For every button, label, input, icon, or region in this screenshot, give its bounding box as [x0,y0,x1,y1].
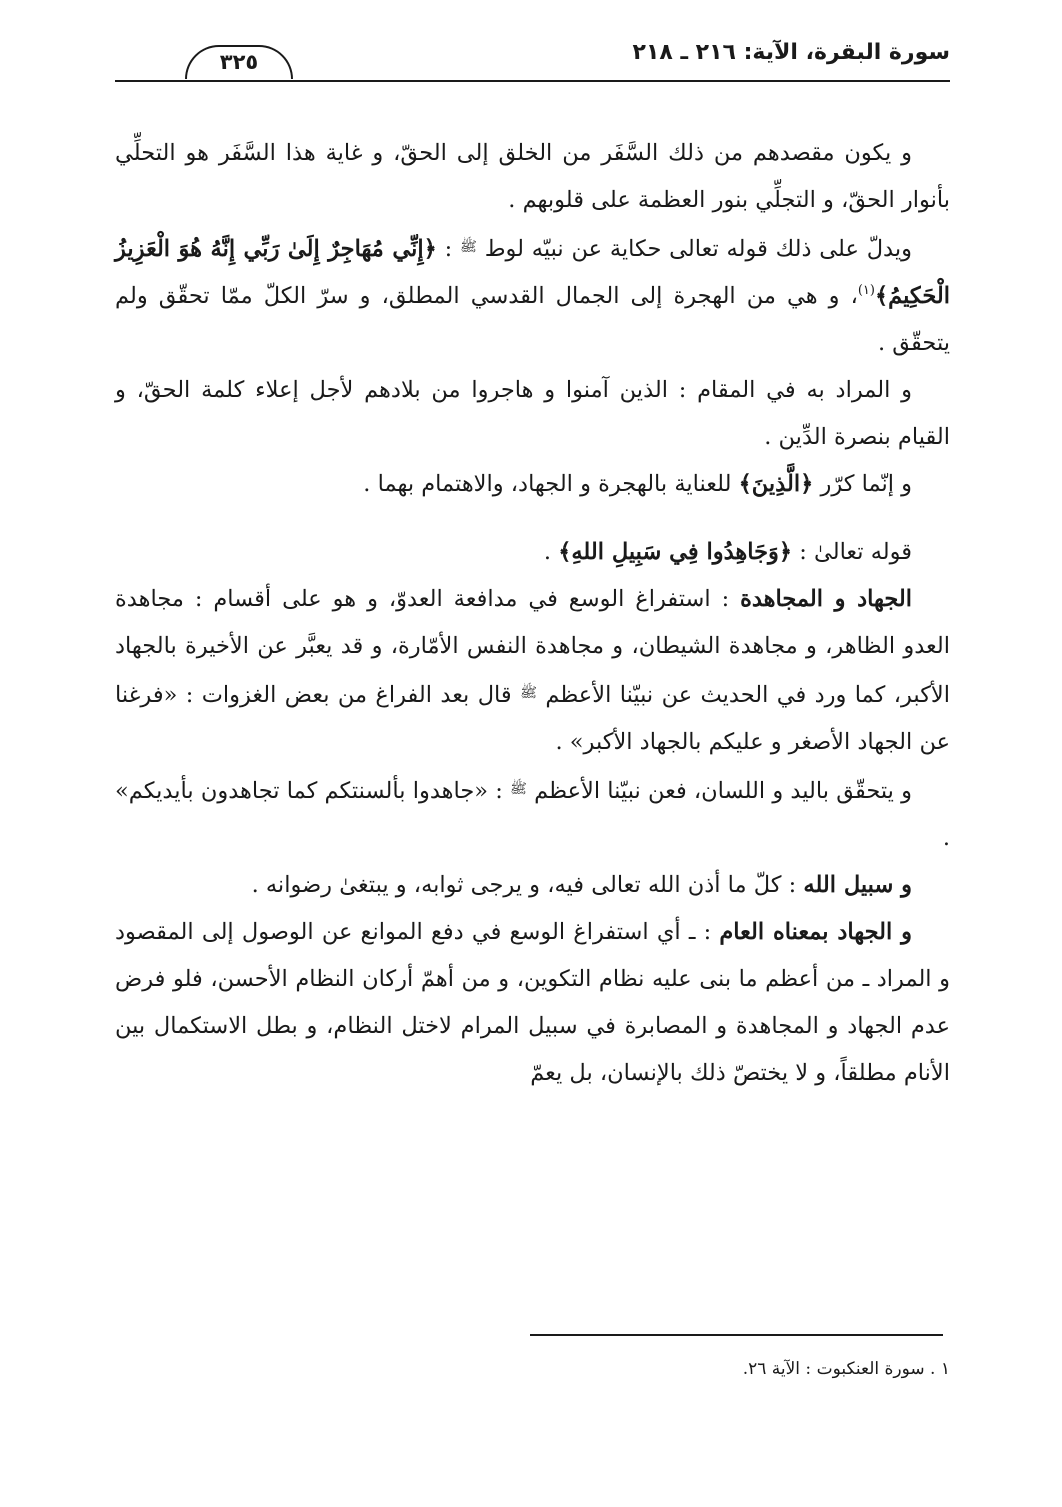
paragraph-2: ويدلّ على ذلك قوله تعالى حكاية عن نبيّه لوط $^ﷺ$ : ﴿إِنِّي مُهَاجِرٌ إِلَىٰ رَبِّي إِنَّهُ هُوَ الْعَزِيزُ الْحَكِيمُ﴾$^{(١)}$، و هي من الهجرة إلى الجمال القدسي المطلق، و سرّ الكلّ ممّا تحقّق ولم يتحقّق . [115,236,950,356]
paragraph-8: و سبيل الله : كلّ ما أذن الله تعالى فيه، و يرجى ثوابه، و يبتغىٰ رضوانه . [251,872,912,898]
term-heading: و سبيل الله [803,872,912,898]
salutation-glyph: ﷺ [510,781,527,797]
running-title: سورة البقرة، الآية: ٢١٦ ـ ٢١٨ [632,40,950,65]
footnote-ref: (١) [857,283,875,298]
body-text [115,130,950,1097]
quran-verse: ﴿إِنِّي مُهَاجِرٌ إِلَىٰ رَبِّي إِنَّهُ هُوَ الْعَزِيزُ الْحَكِيمُ﴾ [115,236,950,309]
paragraph-4: و إنّما كرّر ﴿الَّذِينَ﴾ للعناية بالهجرة و الجهاد، والاهتمام بهما . [363,471,912,497]
paragraph-1: و يكون مقصدهم من ذلك السَّفَر من الخلق إلى الحقّ، و غاية هذا السَّفَر هو التحلِّي بأنوار الحقّ، و التجلِّي بنور العظمة على قلوبهم . [115,140,950,213]
header-rule [115,80,950,82]
page-number: ٣٢٥ [219,50,259,74]
paragraph-6: الجهاد و المجاهدة : استفراغ الوسع في مدافعة العدوّ، و هو على أقسام : مجاهدة العدو الظاهر، و مجاهدة الشيطان، و مجاهدة النفس الأمّارة، و قد يعبَّر عن الأخيرة بالجهاد الأكبر، كما ورد في الحديث عن نبيّنا الأعظم $^ﷺ$ قال بعد الفراغ من بعض الغزوات : «فرغنا عن الجهاد الأصغر و عليكم بالجهاد الأكبر» . [115,586,950,755]
salutation-glyph: ﷺ [520,685,537,701]
quran-verse: ﴿وَجَاهِدُوا فِي سَبِيلِ اللهِ﴾ [558,539,793,565]
paragraph-7: و يتحقّق باليد و اللسان، فعن نبيّنا الأعظم $^ﷺ$ : «جاهدوا بألسنتكم كما تجاهدون بأيديكم» . [115,778,950,851]
term-heading: و الجهاد بمعناه العام [719,919,912,945]
paragraph-5: قوله تعالىٰ : ﴿وَجَاهِدُوا فِي سَبِيلِ اللهِ﴾ . [543,539,912,565]
page-number-frame [185,45,293,79]
page-header [115,36,950,86]
footnote-rule [530,1334,943,1336]
quran-word: ﴿الَّذِينَ﴾ [738,471,814,497]
paragraph-9: و الجهاد بمعناه العام : ـ أي استفراغ الوسع في دفع الموانع عن الوصول إلى المقصود و المراد ـ من أعظم ما بنى عليه نظام التكوين، و من أهمّ أركان النظام الأحسن، فلو فرض عدم الجهاد و المجاهدة و المصابرة في سبيل المرام لاختل النظام، و بطل الاستكمال بين الأنام مطلقاً، و لا يختصّ ذلك بالإنسان، بل يعمّ [115,919,950,1086]
footnote: ١ . سورة العنكبوت : الآية ٢٦. [742,1359,950,1379]
paragraph-3: و المراد به في المقام : الذين آمنوا و هاجروا من بلادهم لأجل إعلاء كلمة الحقّ، و القيام بنصرة الدِّين . [115,377,950,450]
term-heading: الجهاد و المجاهدة [740,586,912,612]
salutation-glyph: ﷺ [459,239,477,255]
